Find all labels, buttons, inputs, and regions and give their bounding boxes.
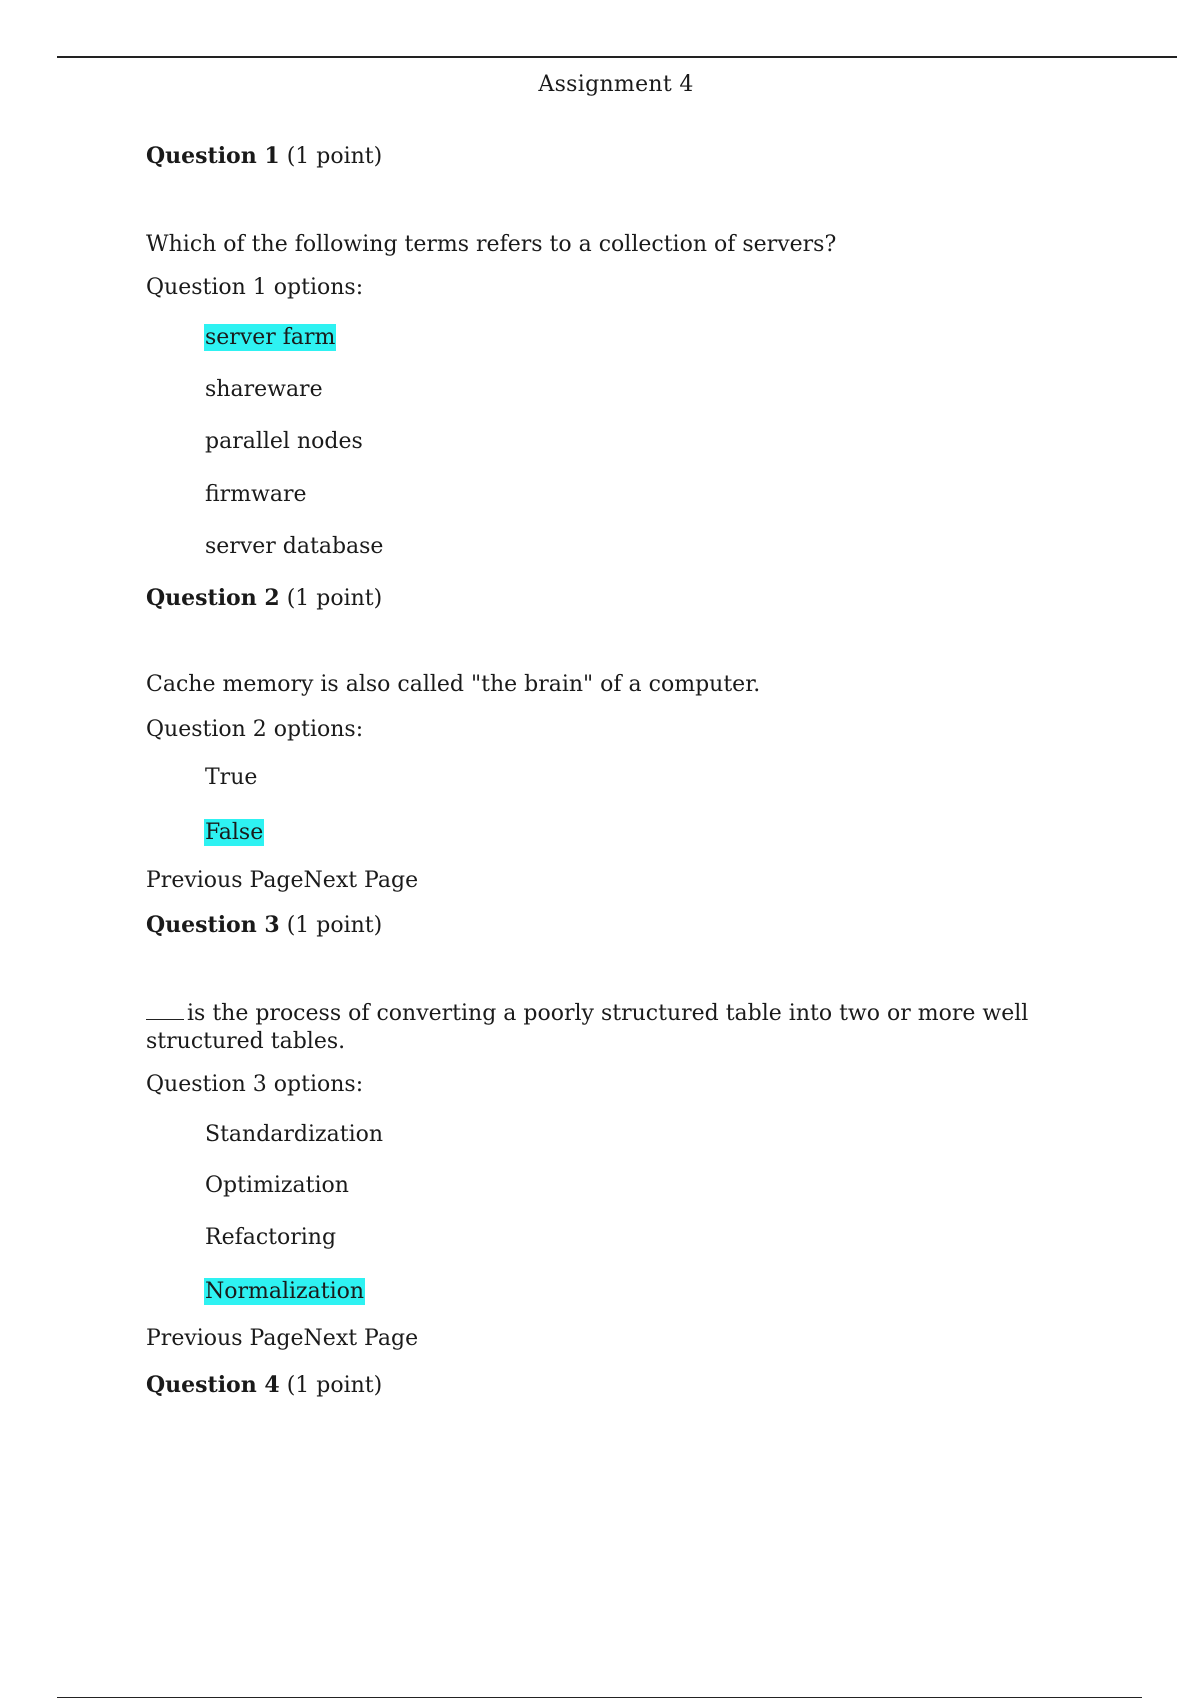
question-1-header bbox=[146, 142, 382, 171]
option-text: shareware bbox=[205, 377, 323, 402]
question-1-points: (1 point) bbox=[279, 144, 383, 169]
question-3-option[interactable] bbox=[204, 1224, 337, 1252]
fill-in-blank bbox=[146, 999, 184, 1020]
pager bbox=[146, 1325, 418, 1353]
question-1-label: Question 1 bbox=[146, 143, 280, 169]
next-page-link[interactable]: Next Page bbox=[303, 1326, 419, 1351]
question-3-option[interactable] bbox=[204, 1172, 350, 1200]
option-text: False bbox=[205, 820, 264, 845]
option-text: server farm bbox=[205, 325, 336, 350]
question-2-header bbox=[146, 584, 382, 613]
question-3-options-label: Question 3 options: bbox=[146, 1072, 364, 1097]
option-text: Refactoring bbox=[205, 1225, 337, 1250]
question-1-option[interactable] bbox=[204, 428, 364, 456]
option-text: parallel nodes bbox=[205, 429, 363, 454]
question-4-label: Question 4 bbox=[146, 1372, 280, 1398]
question-1-option[interactable] bbox=[204, 481, 308, 509]
question-3-header bbox=[146, 911, 382, 940]
question-3-points: (1 point) bbox=[279, 913, 383, 938]
option-text: True bbox=[205, 765, 258, 790]
next-page-link[interactable]: Next Page bbox=[303, 868, 419, 893]
question-1-option[interactable] bbox=[204, 533, 384, 561]
question-3-prompt bbox=[146, 999, 1046, 1056]
option-text: Normalization bbox=[205, 1279, 365, 1304]
question-1-option[interactable] bbox=[204, 376, 324, 404]
question-2-options-label: Question 2 options: bbox=[146, 717, 364, 742]
question-1-option[interactable] bbox=[204, 324, 336, 352]
question-2-points: (1 point) bbox=[279, 586, 383, 611]
previous-page-link[interactable]: Previous Page bbox=[146, 1326, 304, 1351]
bottom-rule bbox=[57, 1697, 1142, 1698]
question-3-prompt-text: is the process of converting a poorly structured table into two or more well structured tables. bbox=[146, 1001, 1029, 1054]
question-2-option[interactable] bbox=[204, 819, 264, 847]
question-3-option[interactable] bbox=[204, 1278, 365, 1306]
question-3-label: Question 3 bbox=[146, 912, 280, 938]
question-1-prompt: Which of the following terms refers to a collection of servers? bbox=[146, 232, 837, 257]
option-text: Optimization bbox=[205, 1173, 349, 1198]
option-text: Standardization bbox=[205, 1122, 384, 1147]
question-2-prompt: Cache memory is also called "the brain" of a computer. bbox=[146, 672, 761, 697]
question-4-points: (1 point) bbox=[279, 1373, 383, 1398]
question-2-option[interactable] bbox=[204, 764, 258, 792]
question-1-options-label: Question 1 options: bbox=[146, 275, 364, 300]
pager bbox=[146, 867, 418, 895]
question-4-header bbox=[146, 1371, 382, 1400]
option-text: firmware bbox=[205, 482, 307, 507]
document-title: Assignment 4 bbox=[538, 72, 694, 97]
option-text: server database bbox=[205, 534, 384, 559]
question-2-label: Question 2 bbox=[146, 585, 280, 611]
top-rule bbox=[57, 56, 1177, 58]
question-3-option[interactable] bbox=[204, 1121, 384, 1149]
previous-page-link[interactable]: Previous Page bbox=[146, 868, 304, 893]
